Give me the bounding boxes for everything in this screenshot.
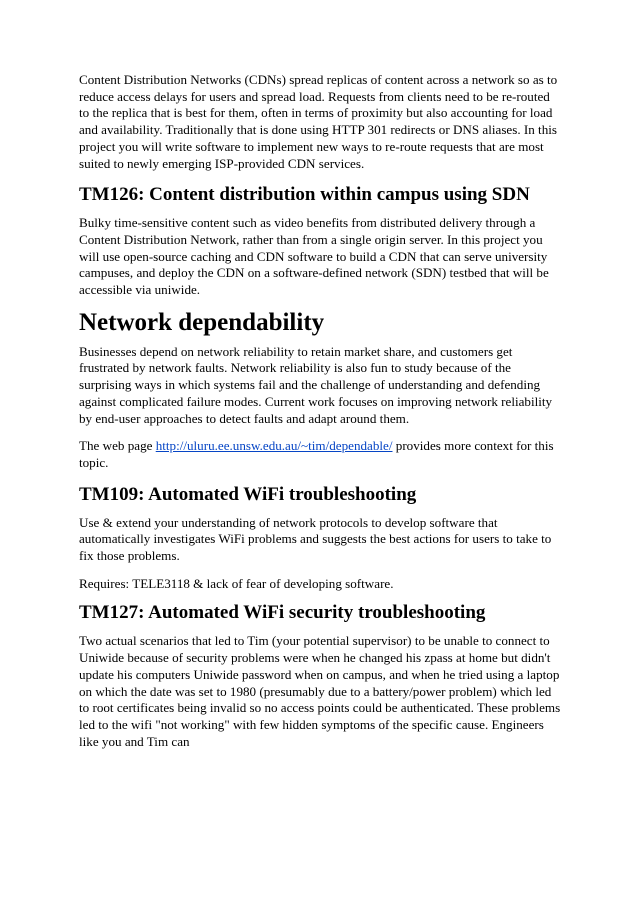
dependability-web-paragraph bbox=[79, 438, 563, 471]
document-page bbox=[79, 72, 563, 750]
tm109-heading: TM109: Automated WiFi troubleshooting bbox=[79, 483, 417, 505]
tm127-heading: TM127: Automated WiFi security troubleshooting bbox=[79, 602, 486, 624]
tm126-heading: TM126: Content distribution within campus using SDN bbox=[79, 184, 530, 206]
tm126-paragraph: Bulky time-sensitive content such as video benefits from distributed delivery through a Content Distribution Network, rather than from a single origin server. In this project you will use open-source caching and CDN software to build a CDN that can serve university campuses, and deploy the CDN on a software-defined network (SDN) testbed that will be accessible via uniwide. bbox=[79, 215, 549, 298]
tm109-requires: Requires: TELE3118 & lack of fear of developing software. bbox=[79, 575, 394, 591]
intro-paragraph: Content Distribution Networks (CDNs) spread replicas of content across a network so as to reduce access delays for users and spread load. Requests from clients need to be re-routed to the replica that is best for them, often in terms of proximity but also accounting for load and availability. Traditionally that is done using HTTP 301 redirects or DNS aliases. In this project you will write software to implement new ways to re-route requests that are most suited to newly emerging ISP-provided CDN services. bbox=[79, 72, 558, 171]
dependability-paragraph: Businesses depend on network reliability to retain market share, and customers get frustrated by network faults. Network reliability is also fun to study because of the surprising ways in which systems fail and the challenge of understanding and defending against complicated failure modes. Current work focuses on improving network reliability by end-user approaches to detect faults and adapt around them. bbox=[79, 343, 553, 426]
web-prefix-text: The web page bbox=[79, 438, 156, 454]
tm109-paragraph: Use & extend your understanding of network protocols to develop software that automatically investigates WiFi problems and suggests the best actions for users to take to fix those problems. bbox=[79, 514, 552, 564]
dependable-link[interactable]: http://uluru.ee.unsw.edu.au/~tim/dependable/ bbox=[155, 438, 393, 454]
web-suffix-text: provides more context for this topic. bbox=[79, 438, 554, 470]
dependability-heading: Network dependability bbox=[79, 308, 325, 336]
tm127-paragraph: Two actual scenarios that led to Tim (your potential supervisor) to be unable to connect to Uniwide because of security problems were when he changed his zpass at home but didn't update his computers Uniwide password when on campus, and when he tried using a laptop on which the date was set to 1980 (presumably due to a battery/power problem) which led to root certificates being invalid so no access points could be authenticated. These problems led to the wifi "not working" with few hidden symptoms of the specific cause. Engineers like you and Tim can bbox=[79, 633, 561, 749]
